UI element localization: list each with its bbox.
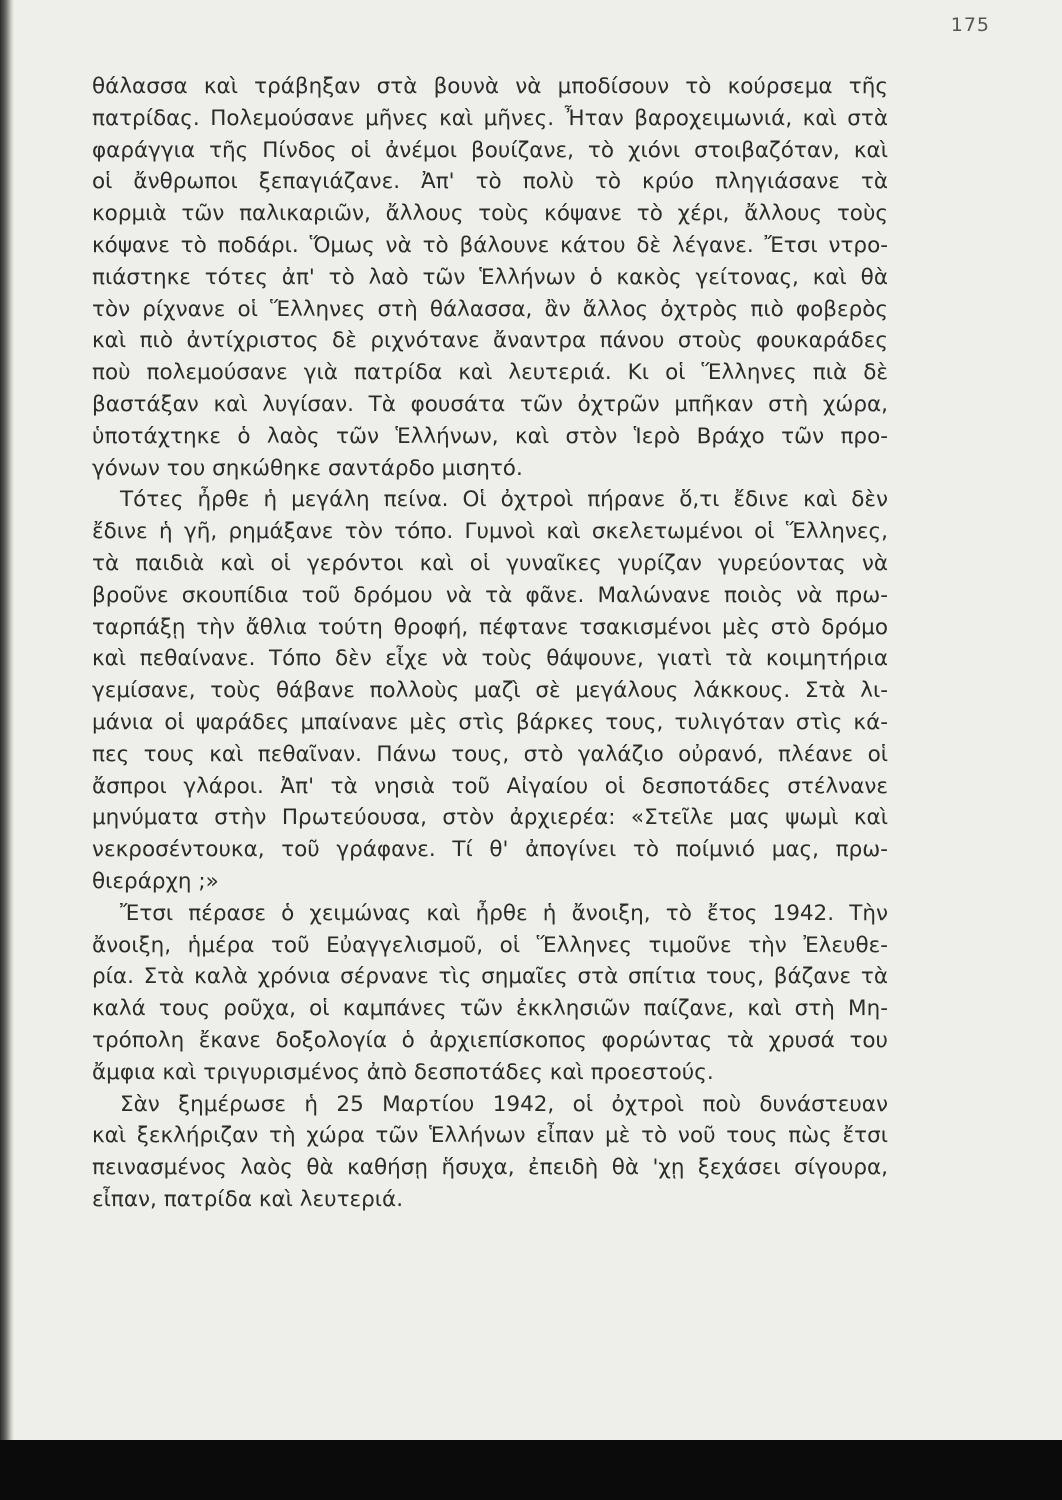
text-line: ρία. Στὰ καλὰ χρόνια σέρνανε τὶς σημαῖες στὰ σπίτια τους, βάζανε τὰ <box>92 964 888 990</box>
text-line: οἱ ἄνθρωποι ξεπαγιάζανε. Ἀπ' τὸ πολὺ τὸ κρύο πληγιάσανε τὰ <box>92 169 888 195</box>
text-line: πεινασμένος λαὸς θὰ καθήσῃ ἥσυχα, ἐπειδὴ θὰ 'χῃ ξεχάσει σίγουρα, <box>92 1155 888 1181</box>
text-line: κορμιὰ τῶν παλικαριῶν, ἄλλους τοὺς κόψανε τὸ χέρι, ἄλλους τοὺς <box>92 201 888 227</box>
text-line: βροῦνε σκουπίδια τοῦ δρόμου νὰ τὰ φᾶνε. Μαλώνανε ποιὸς νὰ πρω- <box>92 582 888 608</box>
text-line: νεκροσέντουκα, τοῦ γράφανε. Τί θ' ἀπογίνει τὸ ποίμνιό μας, πρω- <box>92 837 888 863</box>
text-line: πατρίδας. Πολεμούσανε μῆνες καὶ μῆνες. Ἦταν βαροχειμωνιά, καὶ στὰ <box>92 105 888 131</box>
text-line: καὶ πεθαίνανε. Τόπο δὲν εἶχε νὰ τοὺς θάψουνε, γιατὶ τὰ κοιμητήρια <box>92 646 888 672</box>
text-line: ποὺ πολεμούσανε γιὰ πατρίδα καὶ λευτεριά. Κι οἱ Ἕλληνες πιὰ δὲ <box>92 360 888 386</box>
text-line: τρόπολη ἔκανε δοξολογία ὁ ἀρχιεπίσκοπος φορώντας τὰ χρυσά του <box>92 1027 888 1053</box>
page-number: 175 <box>950 14 990 36</box>
text-line: ἄνοιξη, ἡμέρα τοῦ Εὐαγγελισμοῦ, οἱ Ἕλληνες τιμοῦνε τὴν Ἐλευθε- <box>92 932 888 958</box>
text-line: πες τους καὶ πεθαῖναν. Πάνω τους, στὸ γαλάζιο οὐρανό, πλέανε οἱ <box>92 741 888 767</box>
text-line: καλά τους ροῦχα, οἱ καμπάνες τῶν ἐκκλησιῶν παίζανε, καὶ στὴ Μη- <box>92 996 888 1022</box>
text-line: εἶπαν, πατρίδα καὶ λευτεριά. <box>92 1186 404 1212</box>
paragraph-first-line: Ἔτσι πέρασε ὁ χειμώνας καὶ ἦρθε ἡ ἄνοιξη, τὸ ἔτος 1942. Τὴν <box>120 900 888 926</box>
text-line: γόνων του σηκώθηκε σαντάρδο μισητό. <box>92 455 523 481</box>
text-line: μηνύματα στὴν Πρωτεύουσα, στὸν ἀρχιερέα: «Στεῖλε μας ψωμὶ καὶ <box>92 805 888 831</box>
text-line: γεμίσανε, τοὺς θάβανε πολλοὺς μαζὶ σὲ μεγάλους λάκκους. Στὰ λι- <box>92 678 888 704</box>
text-line: ταρπάξῃ τὴν ἄθλια τούτη θροφή, πέφτανε τσακισμένοι μὲς στὸ δρόμο <box>92 614 888 640</box>
text-line: φαράγγια τῆς Πίνδος οἱ ἀνέμοι βουίζανε, τὸ χιόνι στοιβαζόταν, καὶ <box>92 137 888 163</box>
binding-shadow <box>0 0 14 1440</box>
text-line: τὸν ρίχνανε οἱ Ἕλληνες στὴ θάλασσα, ἂν ἄλλος ὀχτρὸς πιὸ φοβερὸς <box>92 296 888 322</box>
text-line: ὑποτάχτηκε ὁ λαὸς τῶν Ἑλλήνων, καὶ στὸν Ἱερὸ Βράχο τῶν προ- <box>92 423 888 449</box>
text-line: ἔδινε ἡ γῆ, ρημάξανε τὸν τόπο. Γυμνοὶ καὶ σκελετωμένοι οἱ Ἕλληνες, <box>92 519 888 545</box>
text-line: ἄσπροι γλάροι. Ἀπ' τὰ νησιὰ τοῦ Αἰγαίου οἱ δεσποτάδες στέλνανε <box>92 773 888 799</box>
text-line: καὶ πιὸ ἀντίχριστος δὲ ριχνότανε ἄναντρα πάνου στοὺς φουκαράδες <box>92 328 888 354</box>
text-line: ἄμφια καὶ τριγυρισμένος ἀπὸ δεσποτάδες καὶ προεστούς. <box>92 1059 714 1085</box>
text-line: καὶ ξεκλήριζαν τὴ χώρα τῶν Ἑλλήνων εἶπαν μὲ τὸ νοῦ τους πὼς ἔτσι <box>92 1123 888 1149</box>
text-line: θιεράρχη ;» <box>92 868 219 894</box>
text-line: κόψανε τὸ ποδάρι. Ὅμως νὰ τὸ βάλουνε κάτου δὲ λέγανε. Ἔτσι ντρο- <box>92 232 888 258</box>
text-line: μάνια οἱ ψαράδες μπαίνανε μὲς στὶς βάρκες τους, τυλιγόταν στὶς κά- <box>92 709 888 735</box>
text-line: πιάστηκε τότες ἀπ' τὸ λαὸ τῶν Ἑλλήνων ὁ κακὸς γείτονας, καὶ θὰ <box>92 264 888 290</box>
body-text <box>92 71 888 1216</box>
text-line: θάλασσα καὶ τράβηξαν στὰ βουνὰ νὰ μποδίσουν τὸ κούρσεμα τῆς <box>92 74 888 99</box>
paragraph-first-line: Τότες ἦρθε ἡ μεγάλη πείνα. Οἱ ὀχτροὶ πήρανε ὅ,τι ἔδινε καὶ δὲν <box>120 487 888 513</box>
scan-bottom-edge <box>0 1440 1062 1500</box>
text-line: τὰ παιδιὰ καὶ οἱ γερόντοι καὶ οἱ γυναῖκες γυρίζαν γυρεύοντας νὰ <box>92 550 888 576</box>
text-line: βαστάξαν καὶ λυγίσαν. Τὰ φουσάτα τῶν ὀχτρῶν μπῆκαν στὴ χώρα, <box>92 391 888 417</box>
paragraph-first-line: Σὰν ξημέρωσε ἡ 25 Μαρτίου 1942, οἱ ὀχτροὶ ποὺ δυνάστευαν <box>120 1091 888 1117</box>
